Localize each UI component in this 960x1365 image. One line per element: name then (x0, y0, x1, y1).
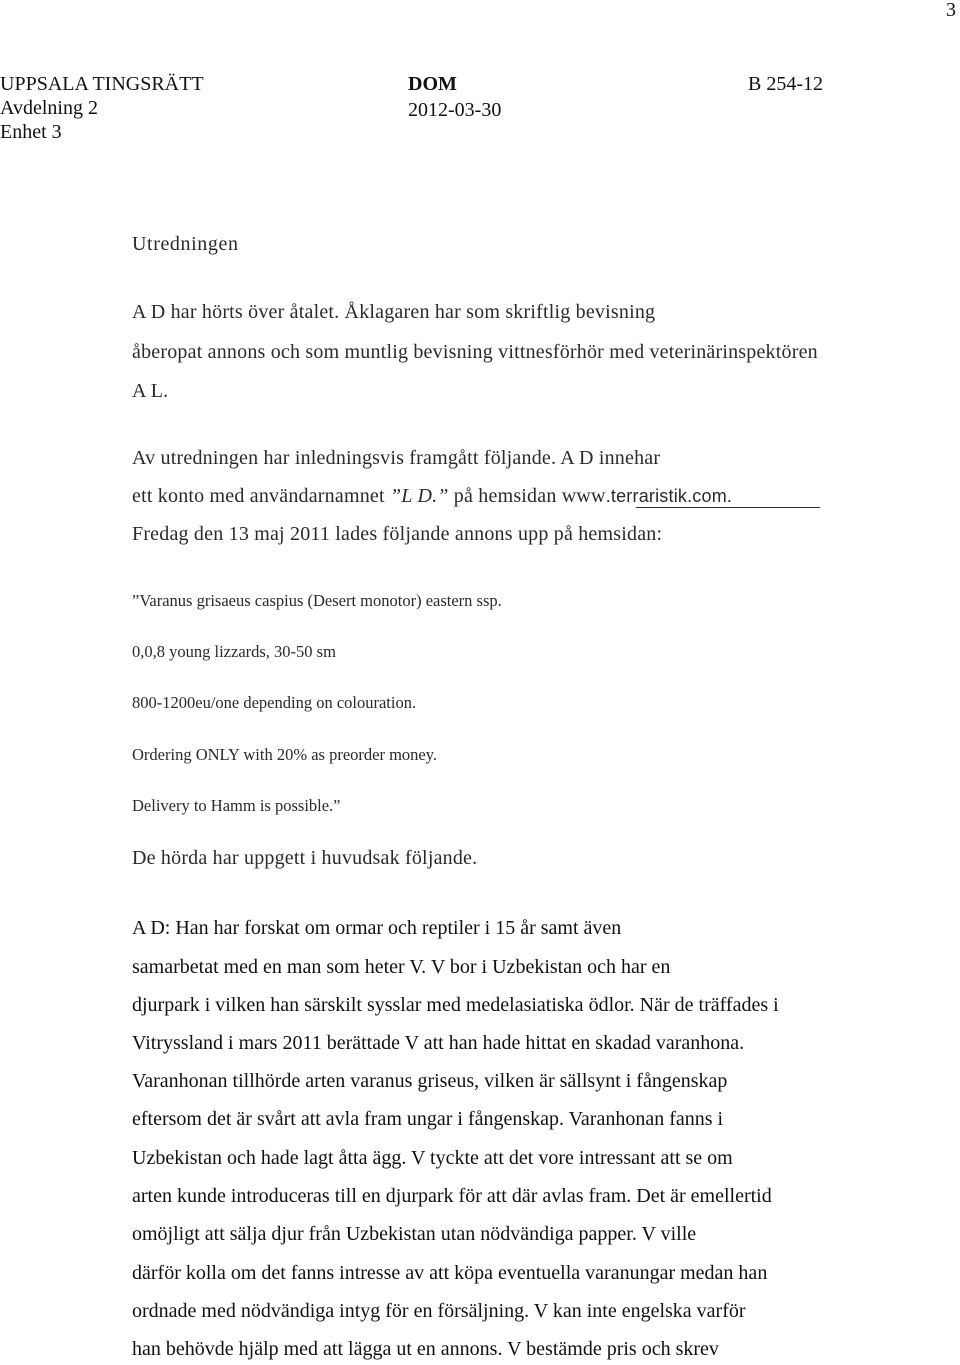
website-link-prefix[interactable]: www (561, 485, 606, 507)
court-unit: Enhet 3 (0, 121, 62, 143)
paragraph-line: A D har hörts över åtalet. Åklagaren har som skriftlig bevisning (132, 301, 656, 323)
statement-intro: De hörda har uppgett i huvudsak följande. (132, 847, 478, 869)
document-type: DOM (408, 73, 457, 95)
advert-line: 0,0,8 young lizzards, 30-50 sm (132, 642, 336, 661)
statement-line: ordnade med nödvändiga intyg för en försäljning. V kan inte engelska varför (132, 1300, 746, 1322)
statement-line: han behövde hjälp med att lägga ut en annons. V bestämde pris och skrev (132, 1338, 719, 1360)
paragraph-line: Av utredningen har inledningsvis framgått följande. A D innehar (132, 447, 661, 469)
statement-line: djurpark i vilken han särskilt sysslar med medelasiatiska ödlor. När de träffades i (132, 994, 779, 1016)
court-name: UPPSALA TINGSRÄTT (0, 73, 204, 95)
link-underline (636, 507, 820, 508)
page-number: 3 (946, 0, 956, 21)
statement-line: arten kunde introduceras till en djurpark för att där avlas fram. Det är emellertid (132, 1185, 772, 1207)
statement-line: Vitryssland i mars 2011 berättade V att han hade hittat en skadad varanhona. (132, 1032, 745, 1054)
case-number: B 254-12 (748, 73, 823, 95)
statement-line: eftersom det är svårt att avla fram ungar i fångenskap. Varanhonan fanns i (132, 1108, 724, 1130)
paragraph-line: A L. (132, 380, 169, 402)
section-title: Utredningen (132, 233, 239, 255)
document-date: 2012-03-30 (408, 99, 502, 121)
statement-line: samarbetat med en man som heter V. V bor i Uzbekistan och har en (132, 956, 671, 978)
username-intro: ett konto med användarnamnet (132, 485, 390, 507)
statement-line: Uzbekistan och hade lagt åtta ägg. V tyckte att det vore intressant att se om (132, 1147, 733, 1169)
website-link[interactable]: .terraristik.com. (605, 486, 733, 506)
paragraph-line-username (132, 485, 732, 508)
statement-line: A D: Han har forskat om ormar och reptiler i 15 år samt även (132, 917, 622, 939)
username-value: ”L D.” (389, 485, 449, 507)
advert-line: Ordering ONLY with 20% as preorder money. (132, 745, 438, 764)
statement-line: omöjligt att sälja djur från Uzbekistan utan nödvändiga papper. V ville (132, 1223, 697, 1245)
statement-line: därför kolla om det fanns intresse av att köpa eventuella varanungar medan han (132, 1262, 768, 1284)
court-department: Avdelning 2 (0, 97, 98, 119)
advert-line: ”Varanus grisaeus caspius (Desert monotor) eastern ssp. (132, 591, 502, 610)
statement-line: Varanhonan tillhörde arten varanus griseus, vilken är sällsynt i fångenskap (132, 1070, 728, 1092)
advert-line: Delivery to Hamm is possible.” (132, 796, 341, 815)
paragraph-line: Fredag den 13 maj 2011 lades följande annons upp på hemsidan: (132, 523, 663, 545)
website-intro: på hemsidan (448, 485, 562, 507)
advert-line: 800-1200eu/one depending on colouration. (132, 693, 417, 712)
paragraph-line: åberopat annons och som muntlig bevisning vittnesförhör med veterinärinspektören (132, 341, 818, 363)
